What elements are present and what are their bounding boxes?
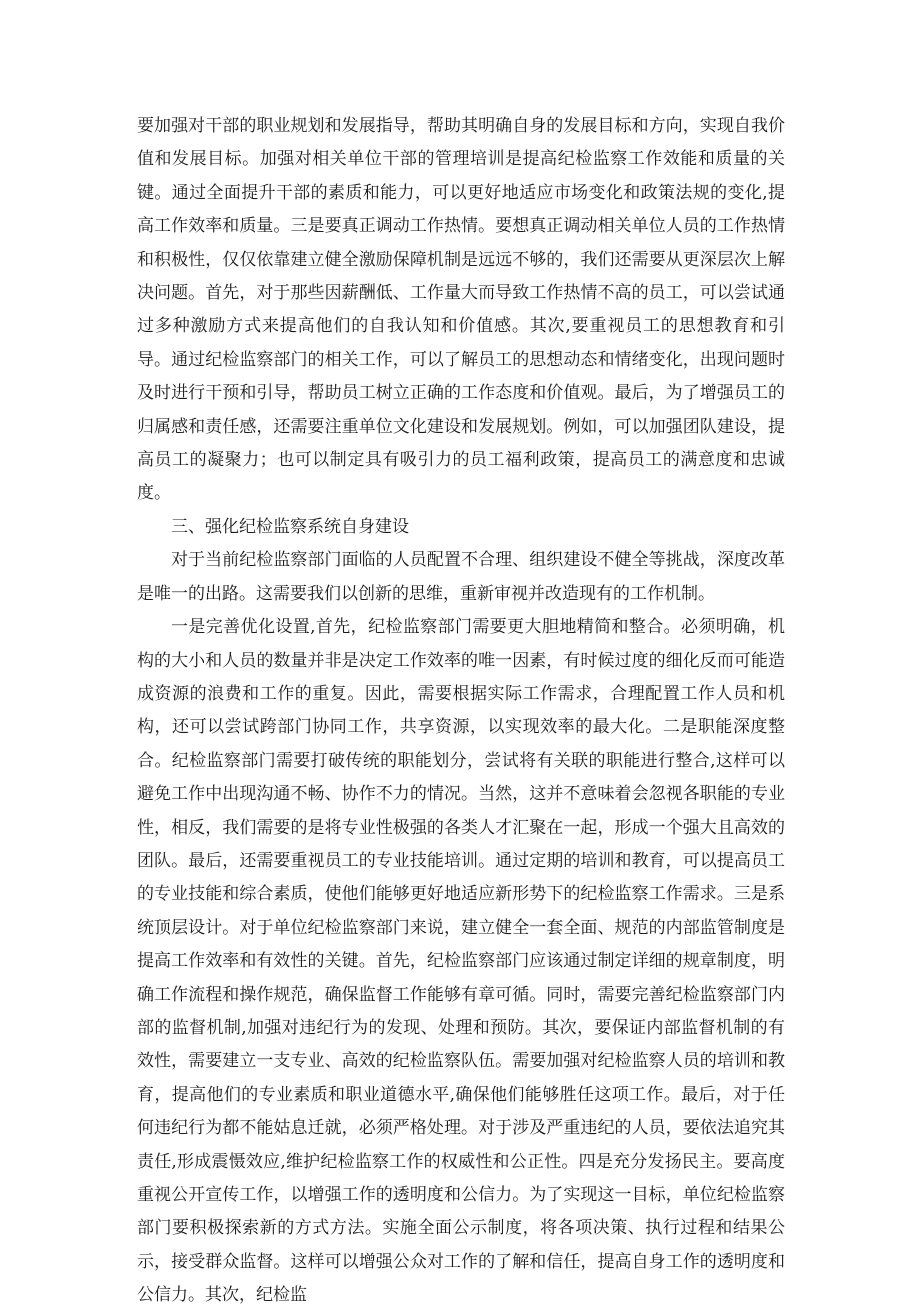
section-heading: 三、强化纪检监察系统自身建设 xyxy=(171,516,409,537)
paragraph-intro: 对于当前纪检监察部门面临的人员配置不合理、组织建设不健全等挑战，深度改革是唯一的出路。这需要我们以创新的思维，重新审视并改造现有的工作机制。 xyxy=(137,550,785,604)
paragraph-measures: 一是完善优化设置,首先，纪检监察部门需要更大胆地精简和整合。必须明确，机构的大小和人员的数量并非是决定工作效率的唯一因素，有时候过度的细化反而可能造成资源的浪费和工作的重复。因此，需要根据实际工作需求，合理配置工作人员和机构，还可以尝试跨部门协同工作，共享资源，以实现效率的最大化。二是职能深度整合。纪检监察部门需要打破传统的职能划分，尝试将有关联的职能进行整合,这样可以避免工作中出现沟通不畅、协作不力的情况。当然，这并不意味着会忽视各职能的专业性，相反，我们需要的是将专业性极强的各类人才汇聚在一起，形成一个强大且高效的团队。最后，还需要重视员工的专业技能培训。通过定期的培训和教育，可以提高员工的专业技能和综合素质，使他们能够更好地适应新形势下的纪检监察工作需求。三是系统顶层设计。对于单位纪检监察部门来说，建立健全一套全面、规范的内部监管制度是提高工作效率和有效性的关键。首先，纪检监察部门应该通过制定详细的规章制度，明确工作流程和操作规范，确保监督工作能够有章可循。同时，需要完善纪检监察部门内部的监督机制,加强对违纪行为的发现、处理和预防。其次，要保证内部监督机制的有效性，需要建立一支专业、高效的纪检监察队伍。需要加强对纪检监察人员的培训和教育，提高他们的专业素质和职业道德水平,确保他们能够胜任这项工作。最后，对于任何违纪行为都不能姑息迁就，必须严格处理。对于涉及严重违纪的人员，要依法追究其责任,形成震慑效应,维护纪检监察工作的权威性和公正性。四是充分发扬民主。要高度重视公开宣传工作，以增强工作的透明度和公信力。为了实现这一目标，单位纪检监察部门要积极探索新的方式方法。实施全面公示制度，将各项决策、执行过程和结果公示，接受群众监督。这样可以增强公众对工作的了解和信任，提高自身工作的透明度和公信力。其次，纪检监 xyxy=(137,617,785,1306)
paragraph-continuation: 要加强对干部的职业规划和发展指导，帮助其明确自身的发展目标和方向，实现自我价值和发展目标。加强对相关单位干部的管理培训是提高纪检监察工作效能和质量的关键。通过全面提升干部的素质和能力，可以更好地适应市场变化和政策法规的变化,提高工作效率和质量。三是要真正调动工作热情。要想真正调动相关单位人员的工作热情和积极性，仅仅依靠建立健全激励保障机制是远远不够的，我们还需要从更深层次上解决问题。首先，对于那些因薪酬低、工作量大而导致工作热情不高的员工，可以尝试通过多种激励方式来提高他们的自我认知和价值感。其次,要重视员工的思想教育和引导。通过纪检监察部门的相关工作，可以了解员工的思想动态和情绪变化，出现问题时及时进行干预和引导，帮助员工树立正确的工作态度和价值观。最后，为了增强员工的归属感和责任感，还需要注重单位文化建设和发展规划。例如，可以加强团队建设，提高员工的凝聚力；也可以制定具有吸引力的员工福利政策，提高员工的满意度和忠诚度。 xyxy=(137,116,785,504)
document-body xyxy=(137,110,785,1313)
